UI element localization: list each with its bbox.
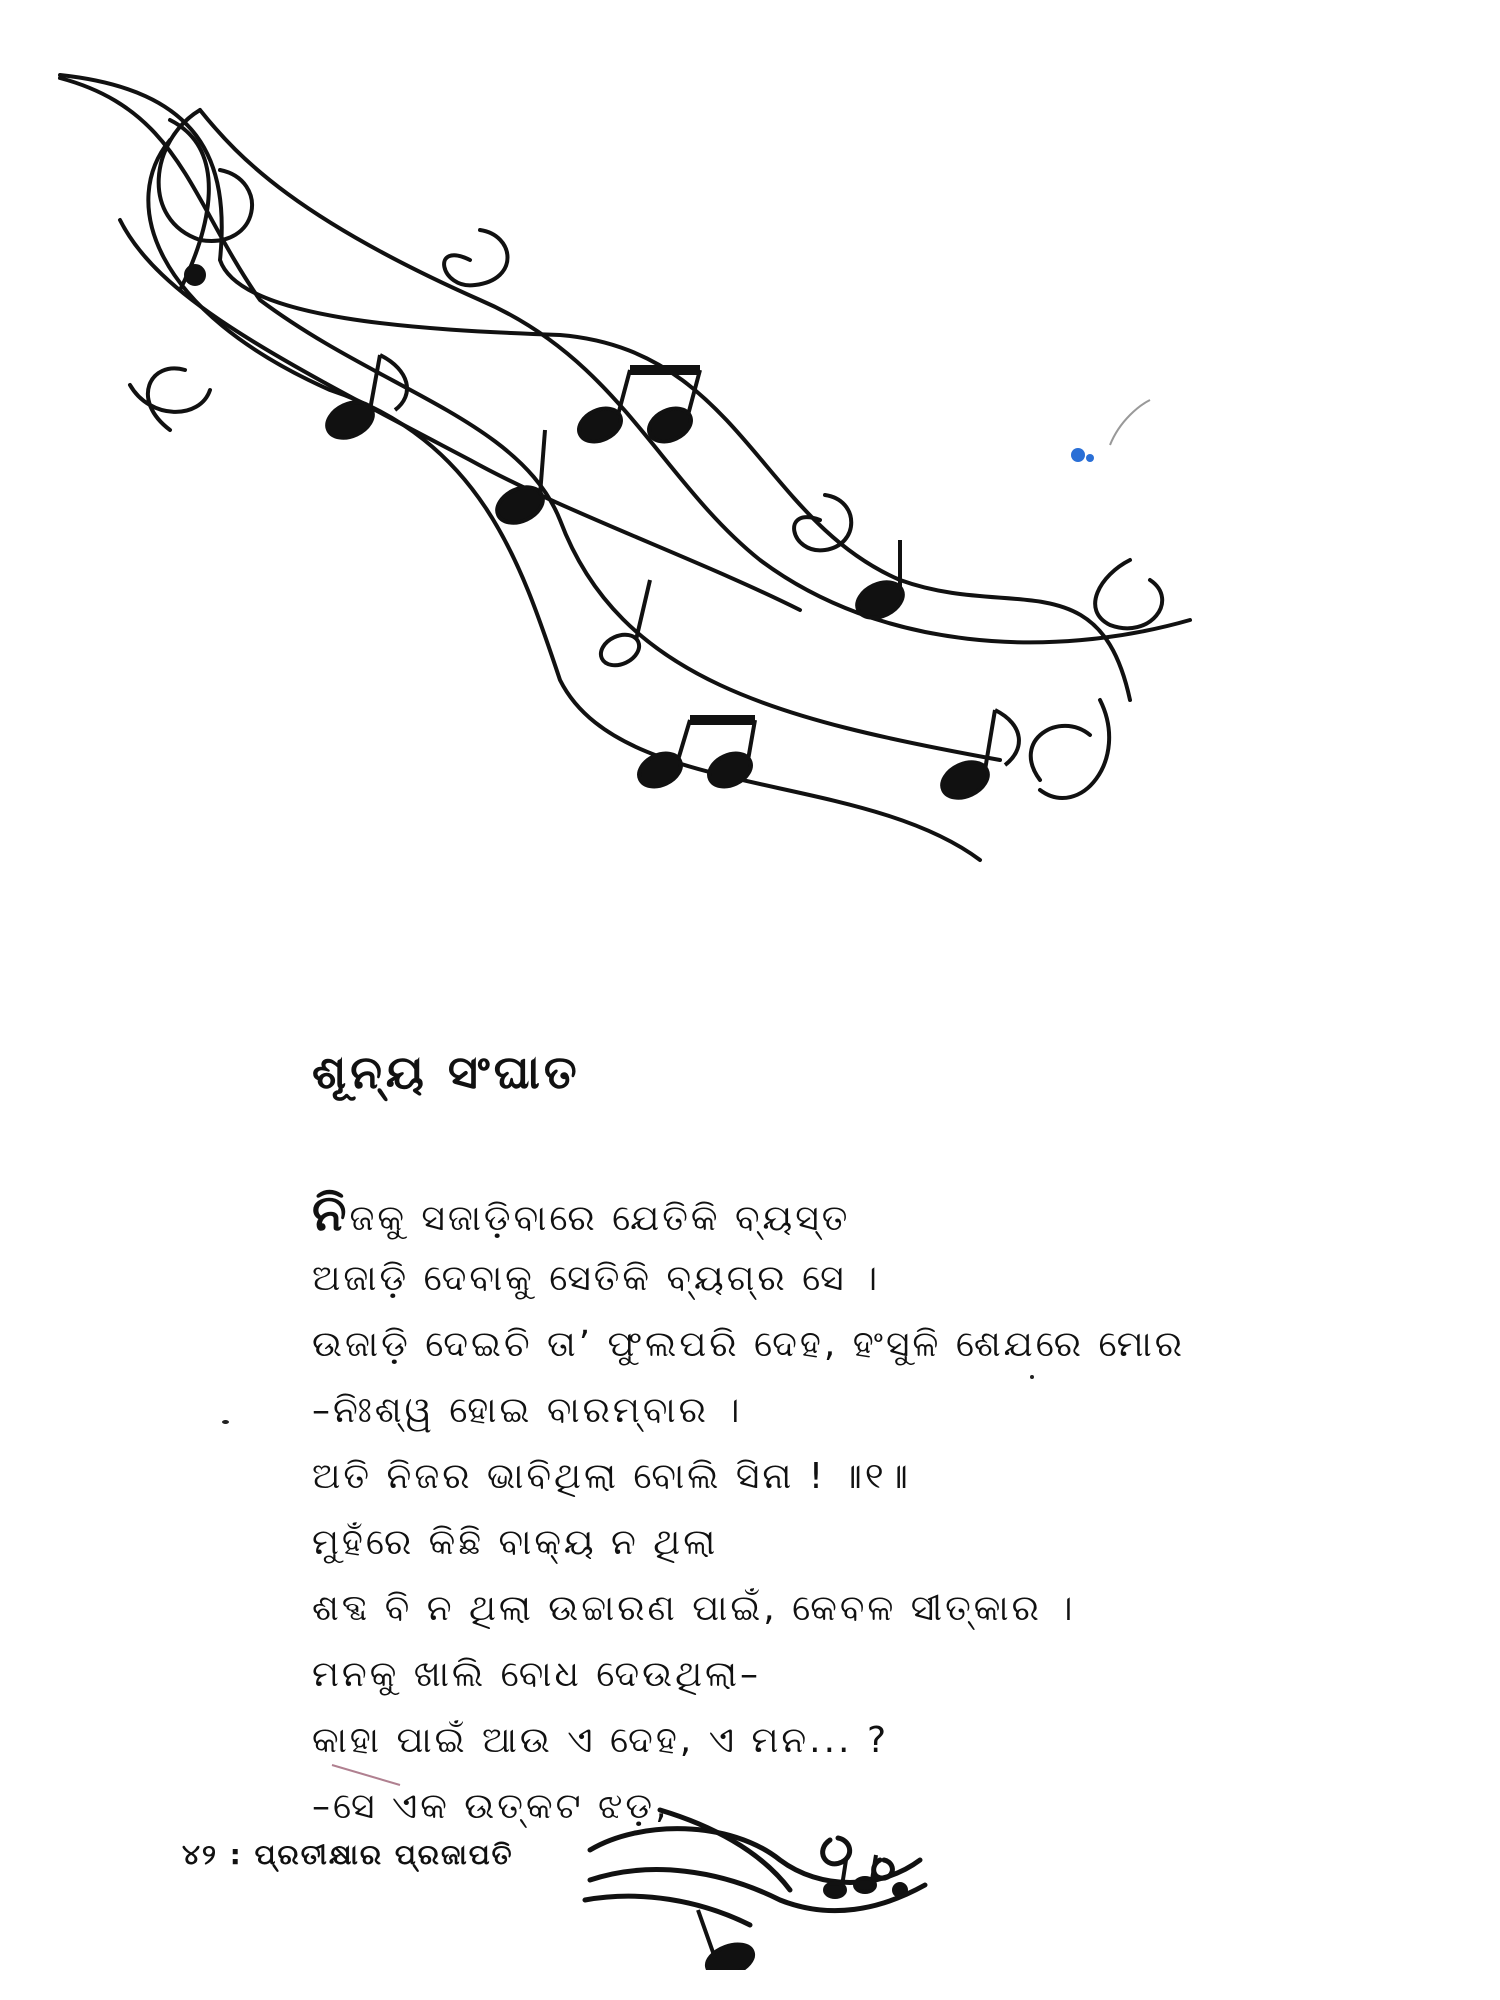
ink-speck bbox=[222, 1420, 229, 1424]
poem-line: କାହା ପାଇଁ ଆଉ ଏ ଦେହ, ଏ ମନ... ? bbox=[312, 1720, 890, 1761]
poem-line: ଶବ୍ଦ ବି ନ ଥିଲା ଉଚ୍ଚାରଣ ପାଇଁ, କେବଳ ସୀତ୍କାର । bbox=[312, 1588, 1076, 1629]
first-line-text: ଜକୁ ସଜାଡ଼ିବାରେ ଯେତିକି ବ୍ୟସ୍ତ bbox=[349, 1198, 851, 1239]
page-footer bbox=[182, 1838, 514, 1872]
poem-line bbox=[312, 1180, 1362, 1246]
poem-line: –ସେ ଏକ ଉତ୍କଟ ଝଡ଼, bbox=[312, 1786, 670, 1827]
poem-line: –ନିଃଶ୍ୱ ହୋଇ ବାରମ୍ବାର । bbox=[312, 1390, 743, 1431]
poem-line: ମୁହଁରେ କିଛି ବାକ୍ୟ ନ ଥିଲା bbox=[312, 1522, 719, 1563]
ink-stroke-icon bbox=[330, 1760, 410, 1790]
music-notes-swirl-icon bbox=[0, 0, 1500, 900]
page-number: ୪୨ bbox=[182, 1838, 218, 1871]
poem-line: ଉଜାଡ଼ି ଦେଇଚି ତା’ ଫୁଲପରି ଦେହ, ହଂସୁଳି ଶେଯରେ ମୋର bbox=[312, 1324, 1185, 1365]
poem-body bbox=[312, 1180, 1362, 1840]
book-title: ପ୍ରତୀକ୍ଷାର ପ୍ରଜାପତି bbox=[254, 1838, 514, 1871]
footer-separator: : bbox=[229, 1838, 243, 1871]
ink-speck bbox=[1030, 1375, 1034, 1379]
poem-line: ଅତି ନିଜର ଭାବିଥିଲା ବୋଲି ସିନା ! ॥୧॥ bbox=[312, 1456, 911, 1497]
footer-music-ornament-icon bbox=[580, 1790, 940, 1970]
poem-line: ମନକୁ ଖାଲି ବୋଧ ଦେଉଥିଲା– bbox=[312, 1654, 761, 1695]
poem-title: ଶୂନ୍ୟ ସଂଘାତ bbox=[312, 1045, 581, 1099]
poem-line: ଅଜାଡ଼ି ଦେବାକୁ ସେତିକି ବ୍ୟଗ୍ର ସେ । bbox=[312, 1258, 881, 1299]
drop-cap: ନି bbox=[312, 1184, 350, 1242]
